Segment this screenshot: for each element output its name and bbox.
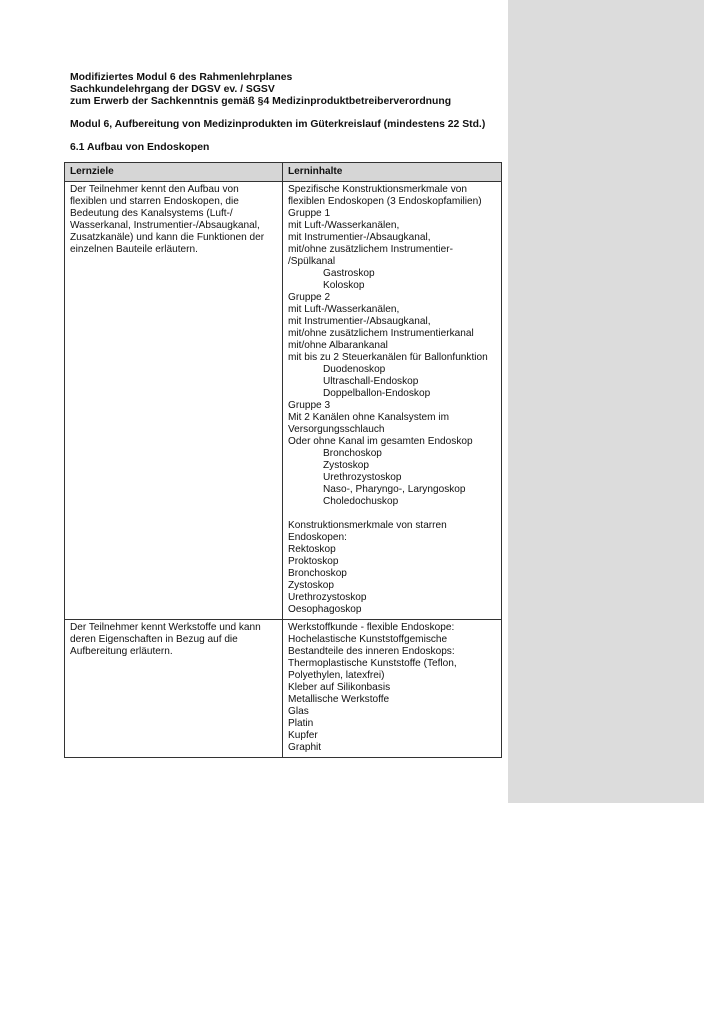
- lerninhalt-line: Naso-, Pharyngo-, Laryngoskop: [323, 484, 466, 495]
- lerninhalt-line: Zystoskop: [323, 460, 369, 471]
- lerninhalt-line: Kleber auf Silikonbasis: [288, 682, 391, 693]
- lerninhalt-line: Oesophagoskop: [288, 604, 362, 615]
- lerninhalt-line: mit bis zu 2 Steuerkanälen für Ballonfunktion: [288, 352, 488, 363]
- lerninhalt-line: Spezifische Konstruktionsmerkmale von: [288, 184, 467, 195]
- lerninhalt-line: Koloskop: [323, 280, 365, 291]
- lerninhalt-line: mit/ohne zusätzlichem Instrumentierkanal: [288, 328, 474, 339]
- lerninhalt-line: Rektoskop: [288, 544, 336, 555]
- lerninhalt-line: mit Instrumentier-/Absaugkanal,: [288, 232, 431, 243]
- lernziel-line: Wasserkanal, Instrumentier-/Absaugkanal,: [70, 220, 260, 231]
- header-line-3: zum Erwerb der Sachkenntnis gemäß §4 Medizinproduktbetreiberverordnung: [70, 96, 452, 107]
- lerninhalt-line: Duodenoskop: [323, 364, 386, 375]
- lernziel-line: Aufbereitung erläutern.: [70, 646, 173, 657]
- lerninhalt-line: Gruppe 3: [288, 400, 331, 411]
- lernziel-line: Bedeutung des Kanalsystems (Luft-/: [70, 208, 233, 219]
- lerninhalt-line: Proktoskop: [288, 556, 339, 567]
- lernziel-line: flexiblen und starren Endoskopen, die: [70, 196, 239, 207]
- table-body: [65, 182, 502, 758]
- header-line-2: Sachkundelehrgang der DGSV ev. / SGSV: [70, 84, 275, 95]
- lerninhalte-cell: [283, 620, 502, 758]
- lerninhalt-line: Zystoskop: [288, 580, 334, 591]
- lerninhalt-line: flexiblen Endoskopen (3 Endoskopfamilien): [288, 196, 482, 207]
- lerninhalt-line: Bestandteile des inneren Endoskops:: [288, 646, 455, 657]
- section-title: 6.1 Aufbau von Endoskopen: [70, 142, 210, 153]
- table-header-row: [65, 163, 502, 182]
- comment-margin-panel: [508, 0, 704, 803]
- lernziel-line: Zusatzkanäle) und kann die Funktionen der: [70, 232, 265, 243]
- lerninhalt-line: Mit 2 Kanälen ohne Kanalsystem im: [288, 412, 450, 423]
- lerninhalt-line: Doppelballon-Endoskop: [323, 388, 431, 399]
- lerninhalt-line: mit Luft-/Wasserkanälen,: [288, 304, 400, 315]
- lerninhalt-line: Werkstoffkunde - flexible Endoskope:: [288, 622, 455, 633]
- lerninhalt-line: Versorgungsschlauch: [288, 424, 385, 435]
- column-header-lernziele: Lernziele: [65, 163, 283, 182]
- lerninhalt-line: Hochelastische Kunststoffgemische: [288, 634, 448, 645]
- lerninhalt-line: Oder ohne Kanal im gesamten Endoskop: [288, 436, 473, 447]
- lerninhalt-line: mit/ohne Albarankanal: [288, 340, 388, 351]
- modul-title: Modul 6, Aufbereitung von Medizinprodukten im Güterkreislauf (mindestens 22 Std.): [70, 119, 486, 130]
- table-row: [65, 182, 502, 620]
- lernziel-cell: [65, 182, 283, 620]
- lernziel-line: deren Eigenschaften in Bezug auf die: [70, 634, 238, 645]
- document-header: [70, 72, 500, 108]
- lerninhalt-line: Gastroskop: [323, 268, 375, 279]
- lerninhalt-line: mit/ohne zusätzlichem Instrumentier-: [288, 244, 453, 255]
- lernziel-line: Der Teilnehmer kennt Werkstoffe und kann: [70, 622, 261, 633]
- lerninhalt-line: [288, 508, 497, 520]
- column-header-lerninhalte: Lerninhalte: [283, 163, 502, 182]
- lerninhalt-line: Endoskopen:: [288, 532, 347, 543]
- lerninhalt-line: Bronchoskop: [288, 568, 347, 579]
- lerninhalt-line: Kupfer: [288, 730, 318, 741]
- lerninhalt-line: Choledochuskop: [323, 496, 399, 507]
- lerninhalt-line: Graphit: [288, 742, 322, 753]
- table-row: [65, 620, 502, 758]
- lernziel-line: einzelnen Bauteile erläutern.: [70, 244, 198, 255]
- lerninhalt-line: Platin: [288, 718, 314, 729]
- lernziel-line: Der Teilnehmer kennt den Aufbau von: [70, 184, 239, 195]
- lerninhalt-line: Konstruktionsmerkmale von starren: [288, 520, 447, 531]
- lernziel-cell: [65, 620, 283, 758]
- header-line-1: Modifiziertes Modul 6 des Rahmenlehrplanes: [70, 72, 293, 83]
- lerninhalt-line: Gruppe 2: [288, 292, 331, 303]
- lerninhalt-line: Polyethylen, latexfrei): [288, 670, 385, 681]
- lerninhalt-line: mit Instrumentier-/Absaugkanal,: [288, 316, 431, 327]
- lerninhalt-line: Ultraschall-Endoskop: [323, 376, 419, 387]
- curriculum-table: [64, 162, 502, 758]
- lerninhalt-line: Gruppe 1: [288, 208, 331, 219]
- lerninhalte-cell: [283, 182, 502, 620]
- lerninhalt-line: Thermoplastische Kunststoffe (Teflon,: [288, 658, 457, 669]
- lerninhalt-line: Urethrozystoskop: [288, 592, 367, 603]
- lerninhalt-line: /Spülkanal: [288, 256, 336, 267]
- lerninhalt-line: Glas: [288, 706, 309, 717]
- lerninhalt-line: Metallische Werkstoffe: [288, 694, 390, 705]
- lerninhalt-line: Bronchoskop: [323, 448, 382, 459]
- lerninhalt-line: Urethrozystoskop: [323, 472, 402, 483]
- lerninhalt-line: mit Luft-/Wasserkanälen,: [288, 220, 400, 231]
